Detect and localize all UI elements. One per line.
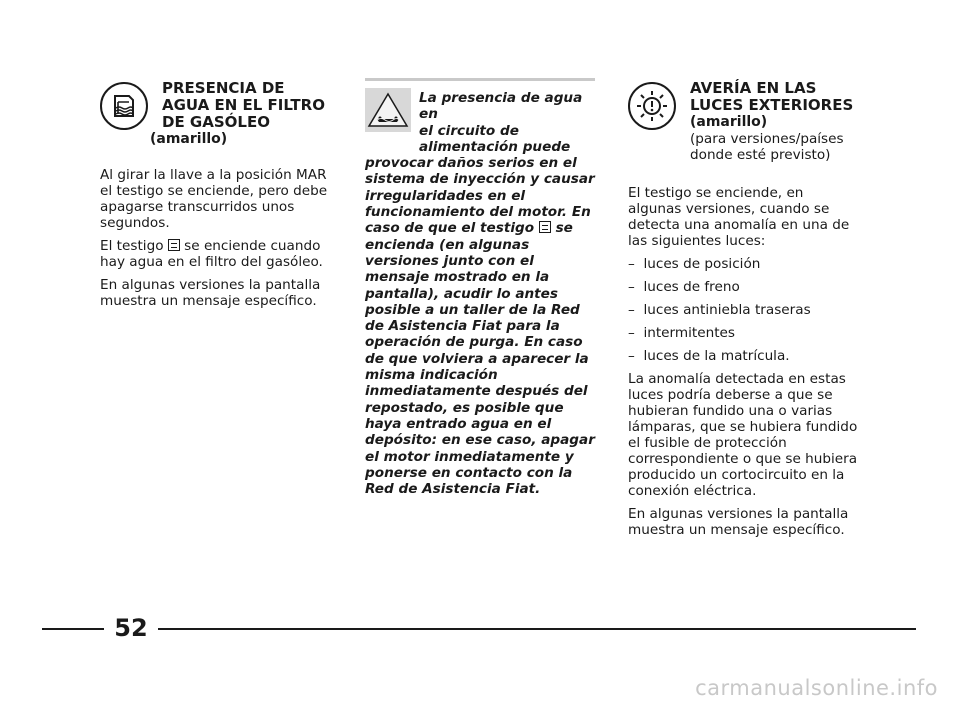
water-in-fuel-filter-icon [100, 82, 148, 130]
section-title: PRESENCIA DE AGUA EN EL FILTRO DE GASÓLEO [162, 79, 325, 131]
footer-rule-left [42, 628, 104, 630]
paragraph: El testigo se enciende, en algunas versiones, cuando se detecta una anomalía en una de las siguientes luces: [628, 185, 850, 249]
footer-rule-right [158, 628, 916, 630]
paragraph: El testigo se enciende cuando hay agua en el filtro del gasóleo. [100, 238, 323, 270]
color-note: (amarillo) [150, 131, 228, 147]
list-item: – luces de la matrícula. [628, 348, 790, 364]
list-item: – luces de freno [628, 279, 740, 295]
section-exterior-lights [628, 79, 860, 538]
paragraph: En algunas versiones la pantalla muestra un mensaje específico. [100, 277, 321, 309]
color-note: (amarillo) [690, 114, 768, 130]
section-title: AVERÍA EN LAS LUCES EXTERIORES [690, 79, 854, 114]
list-item: – luces antiniebla traseras [628, 302, 811, 318]
warning-text: La presencia de agua en el circuito de alimentación puede provocar daños serios en el sistema de inyección y causar irregularidades en el funcionamiento del motor. En caso de que el testigo se encienda (en algunas versiones junto con el mensaje mostrado en la pantalla), acudir lo antes posible a un taller de la Red de Asistencia Fiat para la operación de purga. En caso de que volviera a aparecer la misma indicación inmediatamente después del repostado, es posible que haya entrado agua en el depósito: en ese caso, apagar el motor inmediatamente y ponerse en contacto con la Red de Asistencia Fiat. [365, 90, 595, 498]
divider [365, 78, 595, 81]
watermark: carmanualsonline.info [695, 676, 938, 700]
list-item: – intermitentes [628, 325, 735, 341]
water-filter-inline-icon [539, 221, 551, 233]
section-water-in-filter [100, 79, 332, 309]
paragraph: La anomalía detectada en estas luces podría deberse a que se hubieran fundido una o varias lámparas, que se hubiera fundido el fusible de protección correspondiente o que se hubiera producido un cortocircuito en la conexión eléctrica. [628, 371, 858, 499]
availability-note: (para versiones/países donde esté previsto) [690, 131, 844, 163]
page-number: 52 [114, 614, 148, 642]
paragraph: Al girar la llave a la posición MAR el testigo se enciende, pero debe apagarse transcurridos unos segundos. [100, 167, 328, 231]
water-filter-inline-icon [168, 239, 180, 251]
paragraph: En algunas versiones la pantalla muestra un mensaje específico. [628, 506, 849, 538]
list-item: – luces de posición [628, 256, 761, 272]
exterior-lights-failure-icon [628, 82, 676, 130]
